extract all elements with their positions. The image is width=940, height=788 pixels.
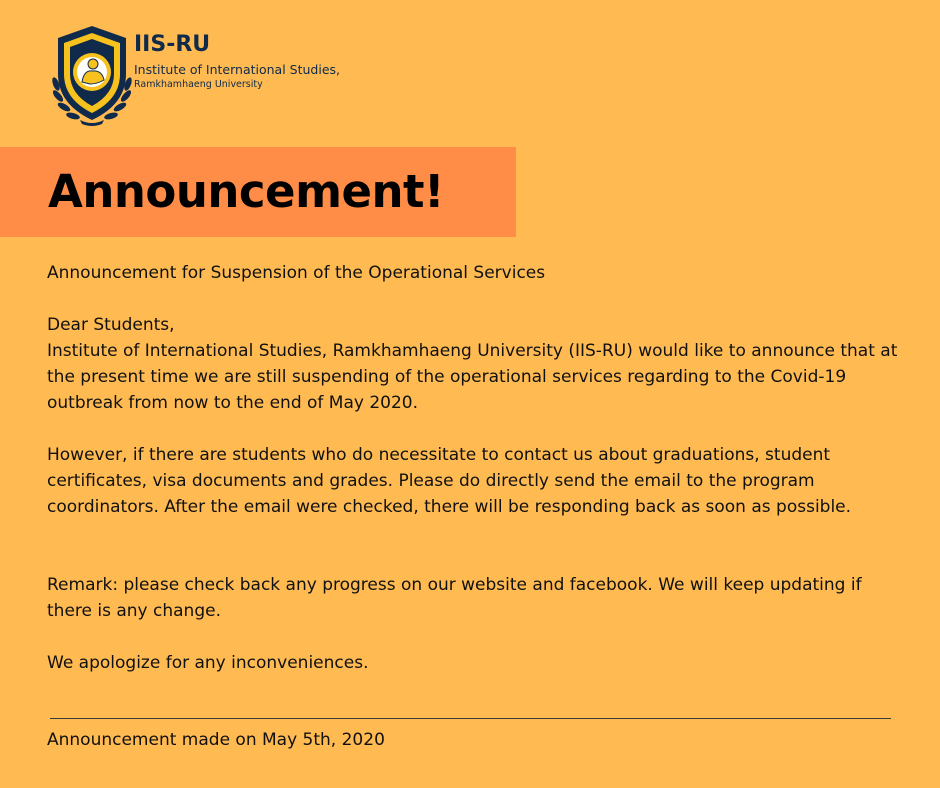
header-logo-block [50, 24, 370, 128]
footer-divider [50, 718, 891, 719]
announcement-date: Announcement made on May 5th, 2020 [47, 730, 385, 750]
apology-text: We apologize for any inconveniences. [47, 653, 369, 673]
org-full-name: Institute of International Studies, [134, 62, 340, 77]
org-short-name: IIS-RU [134, 32, 211, 57]
salutation: Dear Students, [47, 315, 175, 335]
banner-title: Announcement! [48, 165, 445, 218]
paragraph-contact: However, if there are students who do necessitate to contact us about graduations, student certificates, visa documents and grades. Please do directly send the email to the program coordinators. After the email were checked, there will be responding back as soon as possible. [47, 445, 852, 517]
announcement-subject: Announcement for Suspension of the Operational Services [47, 263, 546, 283]
org-university-name: Ramkhamhaeng University [134, 79, 263, 90]
university-shield-icon [50, 24, 134, 128]
announcement-banner [0, 147, 516, 237]
remark-text: Remark: please check back any progress on our website and facebook. We will keep updating if there is any change. [47, 575, 862, 621]
announcement-body [47, 260, 907, 676]
paragraph-suspension: Institute of International Studies, Ramkhamhaeng University (IIS-RU) would like to announce that at the present time we are still suspending of the operational services regarding to the Covid-19 outbreak from now to the end of May 2020. [47, 341, 898, 413]
